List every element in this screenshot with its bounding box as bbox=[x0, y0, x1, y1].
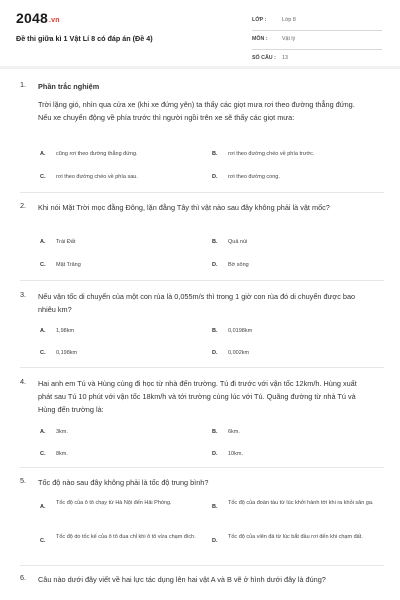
question-number: 2. bbox=[20, 201, 27, 210]
option-letter: D. bbox=[212, 350, 218, 356]
option-text: Trái Đất bbox=[56, 239, 76, 245]
question-divider bbox=[20, 467, 384, 468]
meta-label: MÔN : bbox=[252, 36, 268, 42]
option-letter: D. bbox=[212, 538, 218, 544]
option-text: 10km. bbox=[228, 451, 243, 457]
question-number: 1. bbox=[20, 80, 27, 89]
meta-row-subject bbox=[252, 35, 382, 50]
site-logo[interactable] bbox=[16, 10, 60, 26]
option-letter: B. bbox=[212, 504, 218, 510]
option-letter: D. bbox=[212, 262, 218, 268]
question-divider bbox=[20, 367, 384, 368]
option-letter: A. bbox=[40, 239, 46, 245]
option-letter: A. bbox=[40, 328, 46, 334]
option-text: 0,0198km bbox=[228, 328, 253, 334]
option-text: 1,98km bbox=[56, 328, 75, 334]
option-letter: C. bbox=[40, 451, 46, 457]
option-text: Tốc độ của viên đá từ lúc bắt đầu rơi đến khi chạm đất. bbox=[228, 534, 363, 540]
meta-row-class bbox=[252, 16, 382, 31]
option-text: rơi theo đường cong. bbox=[228, 174, 280, 180]
option-text: rơi theo đường chéo về phía trước. bbox=[228, 151, 315, 157]
option-text: Tốc độ của đoàn tàu từ lúc khởi hành tới khi ra khỏi sân ga. bbox=[228, 500, 374, 506]
question-number: 4. bbox=[20, 377, 27, 386]
meta-label: LỚP : bbox=[252, 17, 267, 23]
option-text: Bờ sông bbox=[228, 262, 249, 268]
option-text: Tốc độ do tốc kế của ô tô đua chỉ khi ô tô vừa chạm đích. bbox=[56, 534, 196, 540]
option-text: Tốc độ của ô tô chạy từ Hà Nội đến Hải Phòng. bbox=[56, 500, 172, 506]
option-text: rơi theo đường chéo về phía sau. bbox=[56, 174, 138, 180]
brand-tld: .vn bbox=[48, 17, 60, 24]
question-text: Khi nói Mặt Trời mọc đằng Đông, lặn đằng Tây thì vật nào sau đây không phải là vật mốc? bbox=[38, 203, 330, 212]
question-text: Hai anh em Tú và Hùng cùng đi học từ nhà đến trường. Tú đi trước với vận tốc 12km/h. Hùng xuất phát sau Tú 10 phút với vận tốc 18km/h và tới trường cùng lúc với Tú. Quãng đường từ nhà Tú và Hùng đến trường là: bbox=[38, 379, 357, 414]
question-number: 5. bbox=[20, 476, 27, 485]
option-letter: D. bbox=[212, 174, 218, 180]
option-letter: A. bbox=[40, 504, 46, 510]
question-number: 3. bbox=[20, 290, 27, 299]
option-letter: C. bbox=[40, 538, 46, 544]
option-text: 6km. bbox=[228, 429, 240, 435]
option-text: cũng rơi theo đường thẳng đứng. bbox=[56, 151, 138, 157]
meta-label: SỐ CÂU : bbox=[252, 55, 276, 61]
question-text: Câu nào dưới đây viết về hai lực tác dụng lên hai vật A và B vẽ ở hình dưới đây là đúng? bbox=[38, 575, 326, 584]
option-letter: C. bbox=[40, 350, 46, 356]
option-text: 0,198km bbox=[56, 350, 78, 356]
option-text: 8km. bbox=[56, 451, 68, 457]
option-letter: B. bbox=[212, 239, 218, 245]
document-title: Đề thi giữa kì 1 Vật Lí 8 có đáp án (Đề 4) bbox=[16, 34, 153, 43]
option-letter: B. bbox=[212, 151, 218, 157]
question-text: Tốc độ nào sau đây không phải là tốc độ trung bình? bbox=[38, 478, 209, 487]
option-letter: C. bbox=[40, 262, 46, 268]
option-text: 3km. bbox=[56, 429, 68, 435]
question-divider bbox=[20, 192, 384, 193]
question-divider bbox=[20, 565, 384, 566]
question-divider bbox=[20, 280, 384, 281]
question-text: Nếu vận tốc di chuyển của một con rùa là 0,055m/s thì trong 1 giờ con rùa đó di chuyển được bao nhiêu km? bbox=[38, 292, 356, 314]
option-letter: A. bbox=[40, 429, 46, 435]
option-text: Mặt Trăng bbox=[56, 262, 81, 268]
header-divider bbox=[0, 66, 400, 69]
option-letter: D. bbox=[212, 451, 218, 457]
brand-name: 2048 bbox=[16, 10, 48, 26]
question-number: 6. bbox=[20, 573, 27, 582]
option-letter: B. bbox=[212, 328, 218, 334]
meta-value: Vật lý bbox=[282, 36, 296, 42]
option-text: Quả núi bbox=[228, 239, 248, 245]
option-letter: B. bbox=[212, 429, 218, 435]
meta-value: 13 bbox=[282, 55, 288, 61]
meta-info bbox=[252, 16, 382, 73]
option-text: 0,002km bbox=[228, 350, 250, 356]
option-letter: A. bbox=[40, 151, 46, 157]
meta-value: Lớp 8 bbox=[282, 17, 296, 23]
question-text: Trời lặng gió, nhìn qua cửa xe (khi xe đứng yên) ta thấy các giọt mưa rơi theo đường thẳng đứng. Nếu xe chuyển động về phía trước thì người ngồi trên xe sẽ thấy các giọt mưa: bbox=[38, 100, 355, 122]
section-heading: Phần trắc nghiệm bbox=[38, 82, 100, 91]
header bbox=[0, 0, 400, 64]
option-letter: C. bbox=[40, 174, 46, 180]
